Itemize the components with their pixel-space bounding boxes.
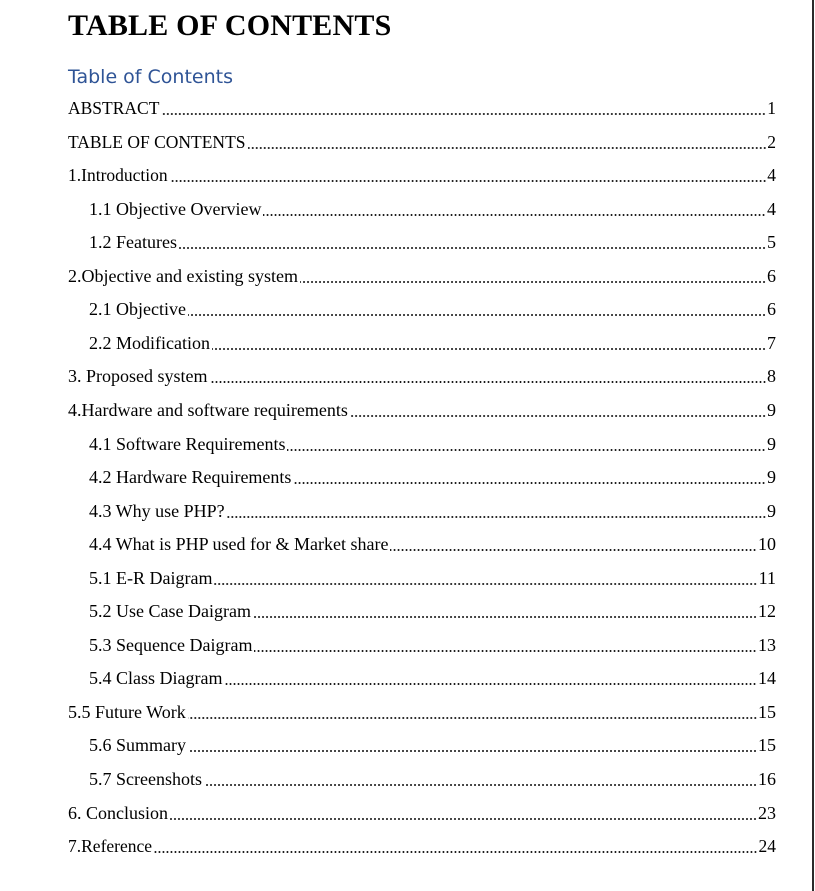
toc-entry-label: 2.2 Modification — [89, 332, 210, 353]
dot-leader — [224, 683, 757, 685]
dot-leader — [188, 314, 766, 316]
toc-entry-hardware-software-requirements[interactable] — [68, 396, 776, 422]
toc-entry-conclusion[interactable] — [68, 799, 776, 825]
toc-entry-label: 5.7 Screenshots — [89, 769, 202, 789]
toc-page-number: 4 — [767, 165, 776, 186]
toc-heading: Table of Contents — [68, 66, 233, 88]
toc-entry-label: 6. Conclusion — [68, 802, 169, 823]
dot-leader — [293, 482, 766, 484]
dot-leader — [214, 583, 757, 585]
toc-entry-label: ABSTRACT — [68, 98, 160, 118]
toc-entry-label: 5.4 Class Diagram — [89, 668, 223, 689]
toc-entry-future-work[interactable] — [68, 698, 776, 724]
toc-page-number: 16 — [758, 769, 776, 789]
toc-entry-table-of-contents[interactable] — [68, 128, 776, 154]
toc-page-number: 15 — [758, 701, 776, 722]
toc-page-number: 6 — [767, 299, 776, 320]
toc-entry-hardware-requirements[interactable] — [89, 463, 776, 489]
dot-leader — [300, 281, 766, 283]
toc-entry-objective-existing-system[interactable] — [68, 262, 776, 288]
toc-entry-label: 4.3 Why use PHP? — [89, 500, 225, 521]
toc-entry-label: 1.1 Objective Overview — [89, 198, 262, 219]
toc-entry-label: 5.6 Summary — [89, 735, 186, 756]
toc-page-number: 11 — [758, 567, 776, 588]
toc-entry-introduction[interactable] — [68, 161, 776, 187]
toc-page-number: 14 — [758, 668, 776, 689]
toc-entry-label: TABLE OF CONTENTS — [68, 131, 246, 152]
dot-leader — [179, 247, 766, 249]
dot-leader — [188, 717, 757, 719]
toc-entry-screenshots[interactable] — [89, 765, 776, 791]
toc-page-number: 4 — [767, 198, 776, 219]
dot-leader — [253, 616, 757, 618]
toc-entry-er-diagram[interactable] — [89, 564, 776, 590]
toc-entry-reference[interactable] — [68, 832, 776, 858]
toc-page-number: 24 — [758, 836, 776, 857]
toc-entry-abstract[interactable] — [68, 94, 776, 120]
page-edge-border — [812, 0, 814, 891]
dot-leader — [188, 750, 757, 752]
toc-entry-label: 7.Reference — [68, 836, 153, 857]
dot-leader — [248, 147, 767, 149]
toc-page-number: 23 — [758, 802, 776, 823]
toc-entry-label: 5.3 Sequence Daigram — [89, 634, 253, 655]
toc-page-number: 12 — [758, 601, 776, 622]
toc-entry-summary[interactable] — [89, 731, 776, 757]
toc-page-number: 2 — [767, 131, 776, 152]
toc-page-number: 15 — [758, 735, 776, 756]
dot-leader — [210, 381, 767, 383]
toc-entry-label: 5.2 Use Case Daigram — [89, 601, 251, 622]
toc-page-number: 1 — [767, 98, 776, 118]
dot-leader — [254, 650, 757, 652]
toc-page-number: 8 — [767, 366, 776, 387]
dot-leader — [350, 415, 766, 417]
dot-leader — [170, 818, 757, 820]
toc-entry-label: 2.1 Objective — [89, 299, 186, 320]
toc-entry-class-diagram[interactable] — [89, 664, 776, 690]
toc-entry-label: 1.2 Features — [89, 232, 177, 253]
toc-entry-objective[interactable] — [89, 295, 776, 321]
dot-leader — [154, 851, 757, 853]
toc-entry-why-use-php[interactable] — [89, 497, 776, 523]
toc-page-number: 9 — [767, 500, 776, 521]
toc-entry-use-case-diagram[interactable] — [89, 597, 776, 623]
toc-entry-label: 5.5 Future Work — [68, 701, 186, 722]
toc-entry-label: 5.1 E-R Daigram — [89, 567, 213, 588]
toc-page-number: 7 — [767, 332, 776, 353]
toc-entry-label: 4.2 Hardware Requirements — [89, 467, 292, 488]
toc-page-number: 10 — [758, 534, 776, 555]
dot-leader — [170, 180, 767, 182]
toc-entry-sequence-diagram[interactable] — [89, 631, 776, 657]
toc-entry-objective-overview[interactable] — [89, 195, 776, 221]
toc-entry-proposed-system[interactable] — [68, 362, 776, 388]
toc-page-number: 9 — [767, 399, 776, 420]
toc-entry-label: 4.Hardware and software requirements — [68, 399, 348, 420]
toc-entry-label: 4.4 What is PHP used for & Market share — [89, 534, 389, 555]
toc-entry-features[interactable] — [89, 228, 776, 254]
toc-page-number: 5 — [767, 232, 776, 253]
toc-entry-label: 4.1 Software Requirements — [89, 433, 286, 454]
toc-entry-software-requirements[interactable] — [89, 430, 776, 456]
toc-page-number: 9 — [767, 467, 776, 488]
toc-entry-php-market-share[interactable] — [89, 530, 776, 556]
toc-page-number: 6 — [767, 265, 776, 286]
toc-entry-label: 2.Objective and existing system — [68, 265, 298, 286]
dot-leader — [161, 113, 766, 115]
page-title: TABLE OF CONTENTS — [68, 9, 392, 42]
toc-page-number: 13 — [758, 634, 776, 655]
dot-leader — [227, 516, 766, 518]
toc-entry-modification[interactable] — [89, 329, 776, 355]
dot-leader — [263, 214, 766, 216]
toc-page-number: 9 — [767, 433, 776, 454]
dot-leader — [390, 549, 757, 551]
dot-leader — [287, 449, 766, 451]
toc-entry-label: 3. Proposed system — [68, 366, 208, 387]
dot-leader — [212, 348, 766, 350]
dot-leader — [204, 784, 757, 786]
toc-entry-label: 1.Introduction — [68, 165, 168, 186]
